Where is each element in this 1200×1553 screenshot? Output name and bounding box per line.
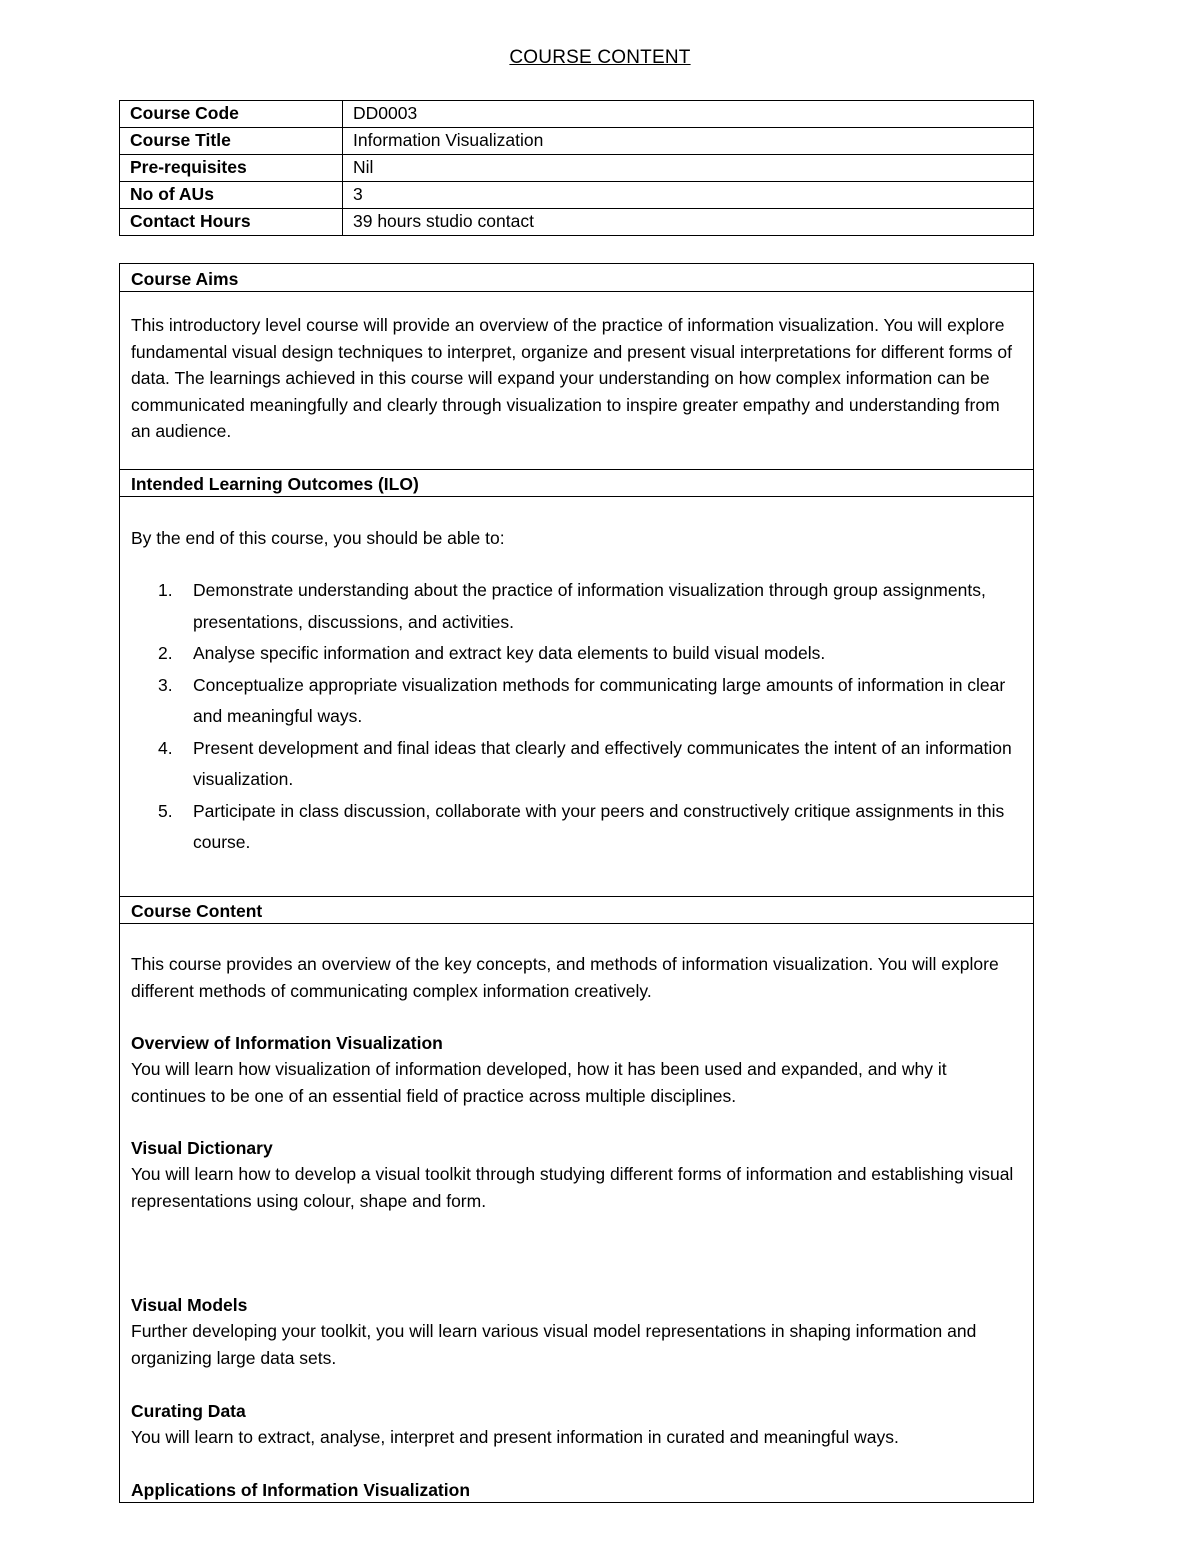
list-text: Analyse specific information and extract key data elements to build visual models.	[193, 643, 826, 663]
list-item	[120, 670, 1020, 733]
section-text: You will learn how visualization of information developed, how it has been used and expanded, and why it continues to be one of an essential field of practice across multiple disciplines.	[131, 1059, 947, 1106]
list-item	[120, 638, 1020, 670]
course-code-value: DD0003	[343, 101, 1034, 128]
section-text: You will learn to extract, analyse, interpret and present information in curated and meaningful ways.	[131, 1427, 899, 1447]
contact-hours-value: 39 hours studio contact	[343, 209, 1034, 236]
list-number: 3.	[158, 674, 173, 695]
list-text: Demonstrate understanding about the practice of information visualization through group assignments, presentations, discussions, and activities.	[193, 580, 986, 632]
list-text: Participate in class discussion, collaborate with your peers and constructively critique assignments in this course.	[193, 800, 1005, 852]
divider	[120, 291, 1033, 292]
divider	[120, 496, 1033, 497]
divider	[120, 469, 1033, 470]
course-title-label: Course Title	[120, 128, 343, 155]
table-row	[120, 101, 1034, 128]
divider	[120, 896, 1033, 897]
section-title: Visual Dictionary	[131, 1138, 273, 1158]
contact-hours-label: Contact Hours	[120, 209, 343, 236]
list-item	[120, 796, 1020, 859]
table-row	[120, 182, 1034, 209]
course-aims-heading: Course Aims	[131, 269, 239, 289]
list-text: Conceptualize appropriate visualization methods for communicating large amounts of information in clear and meaningful ways.	[193, 674, 1006, 726]
list-item	[120, 733, 1020, 796]
list-number: 5.	[158, 800, 173, 821]
course-info-table	[119, 100, 1034, 236]
aus-value: 3	[343, 182, 1034, 209]
table-row	[120, 155, 1034, 182]
ilo-heading: Intended Learning Outcomes (ILO)	[131, 474, 419, 494]
section-text: You will learn how to develop a visual toolkit through studying different forms of information and establishing visual representations using colour, shape and form.	[131, 1164, 1014, 1211]
aus-label: No of AUs	[120, 182, 343, 209]
table-row	[120, 209, 1034, 236]
list-text: Present development and final ideas that clearly and effectively communicates the intent of an information visualization.	[193, 737, 1012, 789]
course-content-heading: Course Content	[131, 901, 263, 921]
table-row	[120, 128, 1034, 155]
section-text: Further developing your toolkit, you will learn various visual model representations in shaping information and organizing large data sets.	[131, 1321, 977, 1368]
prerequisites-value: Nil	[343, 155, 1034, 182]
course-details-box	[119, 263, 1034, 1503]
course-content-intro: This course provides an overview of the key concepts, and methods of information visualization. You will explore different methods of communicating complex information creatively.	[131, 954, 999, 1001]
section-title: Curating Data	[131, 1401, 246, 1421]
list-item	[120, 575, 1020, 638]
ilo-intro: By the end of this course, you should be able to:	[131, 528, 505, 548]
course-title-value: Information Visualization	[343, 128, 1034, 155]
section-title: Applications of Information Visualization	[131, 1480, 471, 1500]
prerequisites-label: Pre-requisites	[120, 155, 343, 182]
section-title: Visual Models	[131, 1295, 248, 1315]
list-number: 2.	[158, 643, 173, 663]
course-aims-text: This introductory level course will provide an overview of the practice of information visualization. You will explore fundamental visual design techniques to interpret, organize and present visual interpretations for different forms of data. The learnings achieved in this course will expand your understanding on how complex information can be communicated meaningfully and clearly through visualization to inspire greater empathy and understanding from an audience.	[131, 315, 1013, 441]
course-code-label: Course Code	[120, 101, 343, 128]
divider	[120, 923, 1033, 924]
list-number: 1.	[158, 580, 173, 600]
list-number: 4.	[158, 737, 173, 758]
section-title: Overview of Information Visualization	[131, 1033, 443, 1053]
ilo-list	[120, 575, 1020, 859]
page-title: COURSE CONTENT	[509, 47, 691, 68]
